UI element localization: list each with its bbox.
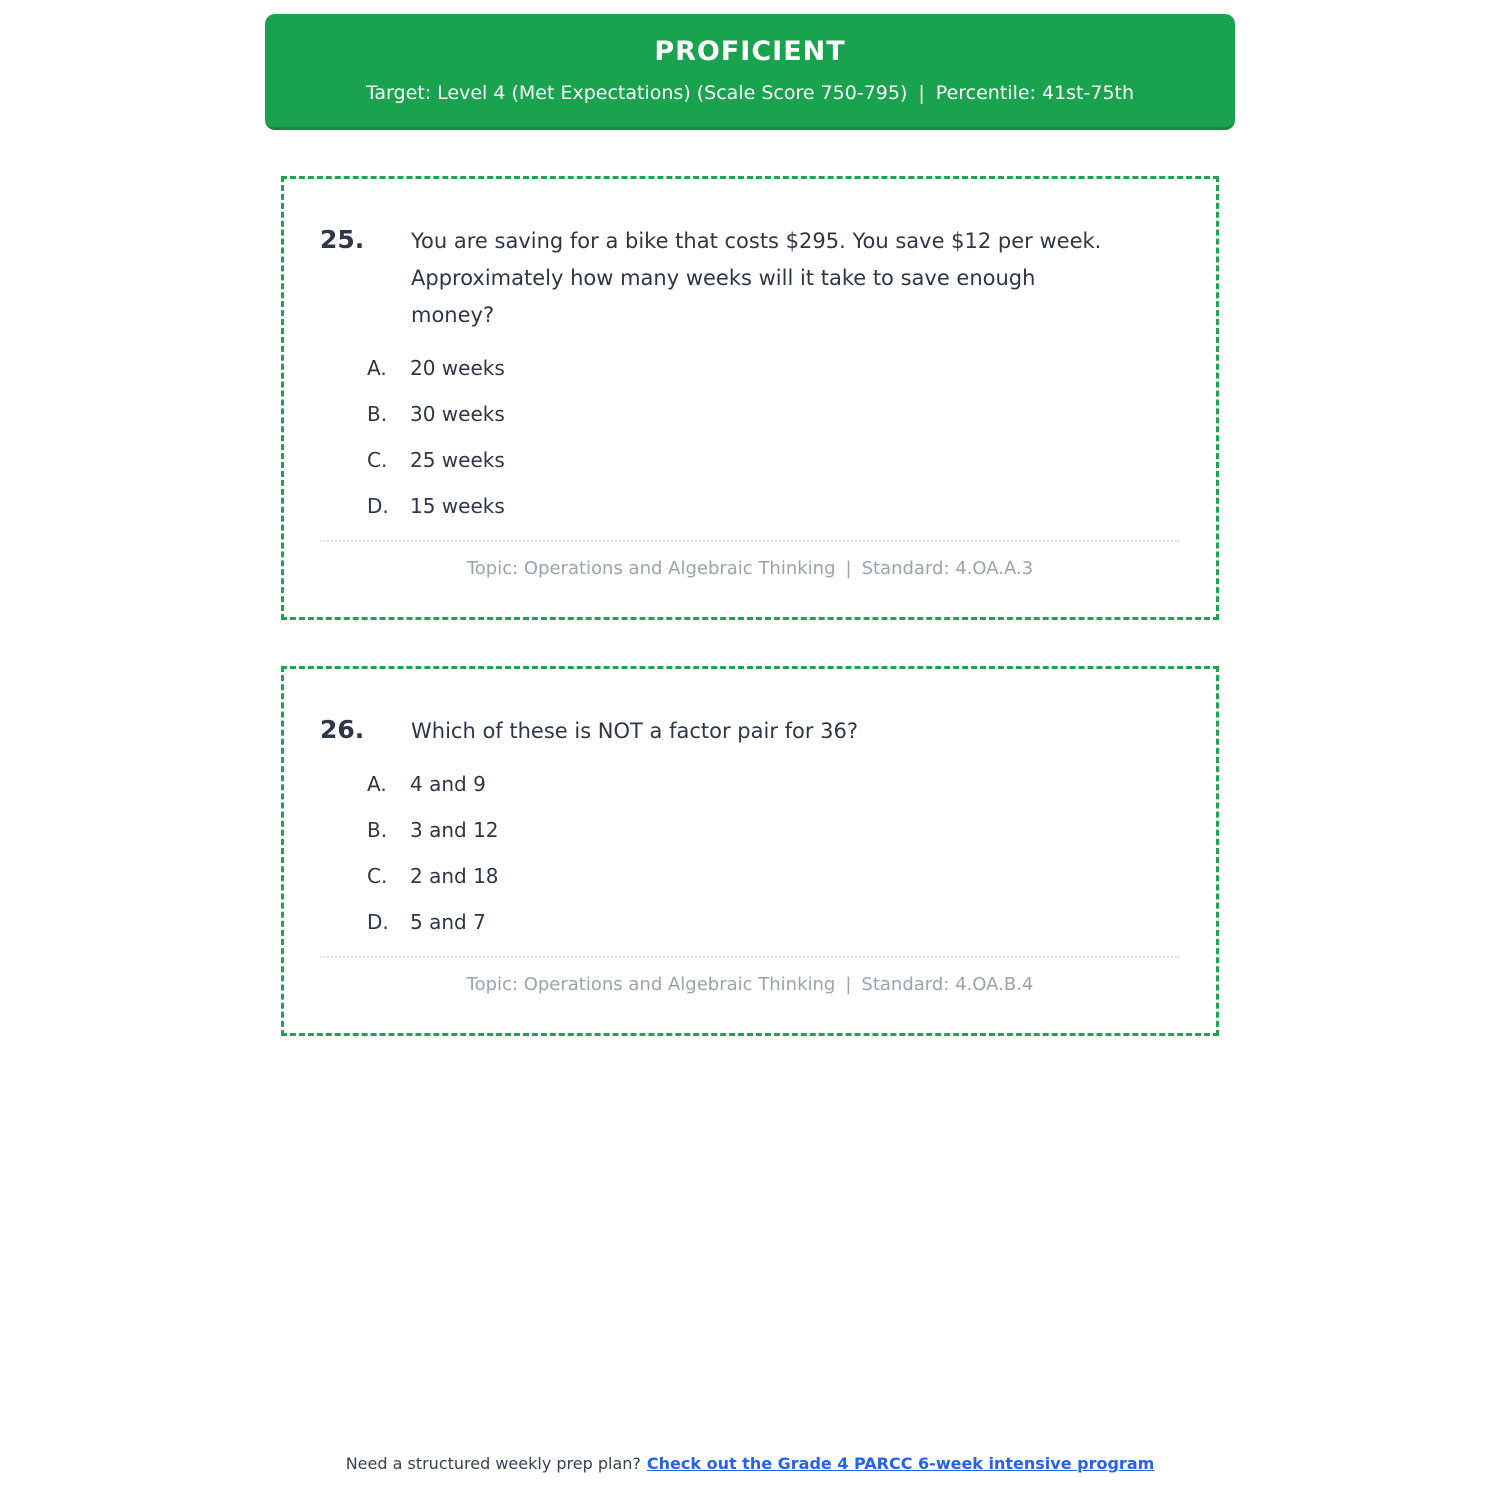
option-a — [367, 356, 1180, 380]
question-text-line: Approximately how many weeks will it take to save enough — [411, 266, 1036, 290]
option-c — [367, 448, 1180, 472]
option-text: 25 weeks — [410, 448, 505, 472]
score-level-title: PROFICIENT — [654, 36, 846, 67]
meta-divider: | — [845, 974, 852, 995]
topic-text: Topic: Operations and Algebraic Thinking — [466, 558, 836, 579]
subtitle-divider: | — [918, 82, 925, 104]
option-letter: D. — [367, 494, 389, 518]
question-card-25 — [281, 176, 1219, 620]
option-d — [367, 494, 1180, 518]
option-c — [367, 864, 1180, 888]
question-meta — [320, 974, 1180, 995]
option-letter: A. — [367, 772, 387, 796]
worksheet-page — [265, 0, 1235, 1036]
percentile-text: Percentile: 41st-75th — [935, 82, 1135, 104]
question-number: 25. — [320, 225, 365, 254]
option-b — [367, 818, 1180, 842]
standard-text: Standard: 4.OA.B.4 — [861, 974, 1034, 995]
dotted-divider — [320, 540, 1180, 542]
score-level-subtitle — [275, 82, 1225, 104]
question-meta — [320, 558, 1180, 579]
question-card-26 — [281, 666, 1219, 1036]
option-letter: A. — [367, 356, 387, 380]
option-letter: D. — [367, 910, 389, 934]
question-text — [411, 713, 858, 750]
question-text — [411, 223, 1101, 334]
standard-text: Standard: 4.OA.A.3 — [861, 558, 1034, 579]
question-25 — [320, 221, 1180, 334]
option-letter: B. — [367, 818, 388, 842]
option-d — [367, 910, 1180, 934]
footer-program-link[interactable]: Check out the Grade 4 PARCC 6-week intensive program — [646, 1454, 1155, 1473]
option-text: 30 weeks — [410, 402, 505, 426]
footer-prompt: Need a structured weekly prep plan? — [345, 1454, 641, 1473]
question-26 — [320, 711, 1180, 750]
option-letter: C. — [367, 864, 388, 888]
answer-options — [367, 356, 1180, 518]
option-letter: B. — [367, 402, 388, 426]
topic-text: Topic: Operations and Algebraic Thinking — [466, 974, 836, 995]
answer-options — [367, 772, 1180, 934]
option-text: 4 and 9 — [410, 772, 486, 796]
question-number: 26. — [320, 715, 365, 744]
question-text-line: money? — [411, 303, 495, 327]
option-text: 2 and 18 — [410, 864, 499, 888]
option-letter: C. — [367, 448, 388, 472]
score-level-banner — [265, 14, 1235, 130]
footer-cta — [0, 1454, 1500, 1473]
target-text: Target: Level 4 (Met Expectations) (Scale Score 750-795) — [365, 82, 908, 104]
dotted-divider — [320, 956, 1180, 958]
question-text-line: Which of these is NOT a factor pair for 36? — [411, 719, 859, 743]
option-text: 3 and 12 — [410, 818, 499, 842]
option-b — [367, 402, 1180, 426]
question-text-line: You are saving for a bike that costs $295. You save $12 per week. — [411, 229, 1102, 253]
meta-divider: | — [845, 558, 852, 579]
option-a — [367, 772, 1180, 796]
option-text: 20 weeks — [410, 356, 505, 380]
option-text: 5 and 7 — [410, 910, 486, 934]
option-text: 15 weeks — [410, 494, 505, 518]
